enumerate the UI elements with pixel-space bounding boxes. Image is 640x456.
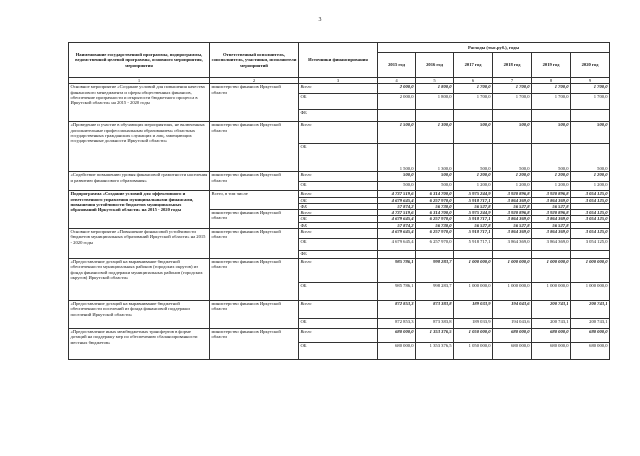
page-number: 3 (318, 17, 322, 23)
row-source: ФБ (299, 250, 378, 258)
amount-cell: 1 200,0 (571, 172, 610, 182)
amount-cell: 56 527,8 (454, 203, 493, 209)
amount-cell: 872 853,3 (378, 318, 416, 328)
amount-cell: 680 000,0 (532, 342, 571, 359)
amount-cell (378, 110, 416, 122)
amount-cell: 56 527,8 (532, 203, 571, 209)
amount-cell: 500,0 (571, 144, 610, 172)
row-executor: министерство финансов Иркутской области (210, 122, 299, 172)
amount-cell: 5 975 244,9 (454, 210, 493, 216)
amount-cell: 6 257 970,0 (416, 238, 454, 250)
amount-cell: 998 283,7 (416, 258, 454, 282)
amount-cell: 3 054 125,0 (571, 238, 610, 250)
row-source: Всего (299, 300, 378, 318)
amount-cell: 1 200,0 (493, 182, 532, 191)
row-name: «Предоставление дотаций на выравнивание бюджетной обеспеченности муниципальных районов (городских округов) из фонда финансовой поддержки муниципальных районов (городских округов) Иркутской области» (69, 258, 210, 300)
row-executor: министерство финансов Иркутской области (210, 84, 299, 122)
amount-cell: 500,0 (493, 144, 532, 172)
table-row (69, 172, 610, 182)
amount-cell: 873 383,8 (416, 300, 454, 318)
amount-cell: 1 800,0 (416, 94, 454, 110)
table-row (69, 258, 610, 282)
table-row (69, 122, 610, 144)
header-year: 2016 год (416, 53, 454, 78)
amount-cell: 1 700,0 (571, 84, 610, 94)
row-executor: министерство финансов Иркутской области (210, 228, 299, 258)
amount-cell: 5 918 717,1 (454, 228, 493, 238)
amount-cell: 6 257 970,0 (416, 228, 454, 238)
amount-cell: 3 864 369,0 (493, 216, 532, 222)
row-source: ОБ (299, 238, 378, 250)
amount-cell: 872 853,3 (378, 300, 416, 318)
amount-cell (378, 250, 416, 258)
amount-cell (532, 110, 571, 122)
header-executor: Ответственный исполнитель, соисполнитель, участники, исполнители мероприятий (210, 43, 299, 78)
amount-cell: 500,0 (532, 144, 571, 172)
amount-cell: 3 054 125,0 (571, 191, 610, 197)
amount-cell (416, 110, 454, 122)
amount-cell (416, 250, 454, 258)
amount-cell (454, 250, 493, 258)
amount-cell: 200 743,1 (571, 318, 610, 328)
amount-cell: 6 314 700,0 (416, 210, 454, 216)
row-source: Всего (299, 122, 378, 144)
amount-cell: 194 043,6 (493, 300, 532, 318)
table-row (69, 300, 610, 318)
row-source: ФБ (299, 110, 378, 122)
amount-cell: 500,0 (416, 172, 454, 182)
amount-cell: 1 200,0 (454, 172, 493, 182)
row-executor: министерство финансов Иркутской области (210, 258, 299, 300)
amount-cell: 680 000,0 (378, 328, 416, 342)
amount-cell: 3 054 125,0 (571, 197, 610, 203)
row-name: Основное мероприятие «Создание условий для повышения качества финансового менеджмента и сферы общественных финансов, обеспечение прозрачности и открытости бюджетного процесса в Иркутской области» на 2015 - 2020 годы (69, 84, 210, 122)
amount-cell: 1 700,0 (493, 84, 532, 94)
amount-cell: 500,0 (378, 182, 416, 191)
amount-cell: 4 679 645,4 (378, 228, 416, 238)
row-name: «Проведение и участие в обучающих мероприятиях, не включенных дополнительные профессиональным образованием» областных государственных гражданских служащих и лиц, замещающих государственные должности Иркутской области» (69, 122, 210, 172)
amount-cell: 3 920 896,8 (493, 191, 532, 197)
row-executor: министерство финансов Иркутской области (210, 300, 299, 328)
amount-cell: 1 000 000,0 (571, 282, 610, 300)
row-source: ОБ (299, 342, 378, 359)
amount-cell (571, 250, 610, 258)
table-row (69, 328, 610, 342)
amount-cell: 1 000 000,0 (493, 258, 532, 282)
table-row (69, 228, 610, 238)
amount-cell: 3 054 125,0 (571, 210, 610, 216)
amount-cell: 6 257 970,0 (416, 197, 454, 203)
column-number: 6 (454, 78, 493, 84)
amount-cell: 1 000 000,0 (454, 258, 493, 282)
column-number: 3 (299, 78, 378, 84)
amount-cell: 5 918 717,1 (454, 216, 493, 222)
amount-cell: 200 743,1 (532, 300, 571, 318)
row-executor: Всего, в том числе (210, 191, 299, 210)
amount-cell: 998 283,7 (416, 282, 454, 300)
amount-cell: 1 500,0 (378, 144, 416, 172)
amount-cell: 3 864 369,0 (532, 228, 571, 238)
row-source: ОБ (299, 318, 378, 328)
amount-cell: 2 000,0 (378, 84, 416, 94)
amount-cell: 680 000,0 (571, 342, 610, 359)
amount-cell: 1 700,0 (571, 94, 610, 110)
amount-cell: 3 054 125,0 (571, 228, 610, 238)
amount-cell (454, 110, 493, 122)
amount-cell: 1 000 000,0 (493, 282, 532, 300)
amount-cell: 985 786,1 (378, 258, 416, 282)
column-number: 2 (210, 78, 299, 84)
amount-cell: 1 050 000,0 (454, 328, 493, 342)
amount-cell (532, 250, 571, 258)
header-year: 2020 год (571, 53, 610, 78)
amount-cell: 5 975 244,9 (454, 191, 493, 197)
amount-cell: 3 920 896,8 (493, 210, 532, 216)
header-program: Наименование государственной программы, подпрограммы, ведомственной целевой программы, основного мероприятия, мероприятия (69, 43, 210, 78)
header-expenses: Расходы (тыс.руб.), годы (378, 43, 610, 53)
amount-cell (571, 110, 610, 122)
amount-cell: 680 000,0 (493, 328, 532, 342)
amount-cell: 1 300,0 (416, 122, 454, 144)
row-source: Всего (299, 84, 378, 94)
amount-cell: 1 200,0 (493, 172, 532, 182)
amount-cell: 680 000,0 (378, 342, 416, 359)
header-source: Источники финансирования (299, 43, 378, 78)
amount-cell: 1 000 000,0 (454, 282, 493, 300)
amount-cell: 57 874,2 (378, 203, 416, 209)
amount-cell: 57 874,2 (378, 222, 416, 228)
row-source: Всего (299, 191, 378, 197)
amount-cell: 1 000 000,0 (532, 282, 571, 300)
amount-cell: 194 043,6 (493, 318, 532, 328)
amount-cell: 4 737 519,6 (378, 191, 416, 197)
amount-cell: 3 864 369,0 (493, 197, 532, 203)
amount-cell: 4 679 645,4 (378, 238, 416, 250)
header-year: 2018 год (493, 53, 532, 78)
amount-cell: 1 700,0 (454, 84, 493, 94)
program-period: на 2015 - 2020 годы (141, 207, 182, 213)
financing-table (68, 42, 610, 360)
row-source: ОБ (299, 94, 378, 110)
amount-cell: 1 050 000,0 (454, 342, 493, 359)
amount-cell: 3 920 896,8 (532, 191, 571, 197)
amount-cell: 680 000,0 (532, 328, 571, 342)
amount-cell: 1 000 000,0 (532, 258, 571, 282)
amount-cell: 1 353 376,5 (416, 342, 454, 359)
row-executor: министерство финансов Иркутской области (210, 210, 299, 229)
row-source: ОБ (299, 144, 378, 172)
column-number: 7 (493, 78, 532, 84)
amount-cell: 3 864 369,0 (532, 216, 571, 222)
row-source: ОБ (299, 282, 378, 300)
amount-cell: 1 200,0 (571, 182, 610, 191)
amount-cell: 500,0 (454, 144, 493, 172)
amount-cell: 3 920 896,8 (532, 210, 571, 216)
amount-cell: 189 033,9 (454, 318, 493, 328)
amount-cell: 500,0 (454, 122, 493, 144)
column-number: 4 (378, 78, 416, 84)
row-source: Всего (299, 172, 378, 182)
amount-cell: 3 054 125,0 (571, 216, 610, 222)
amount-cell: 56 527,8 (493, 222, 532, 228)
amount-cell: 3 864 369,0 (532, 238, 571, 250)
column-number: 9 (571, 78, 610, 84)
row-source: ОБ (299, 182, 378, 191)
program-name (69, 191, 210, 229)
amount-cell: 56 730,0 (416, 203, 454, 209)
row-name: «Содействие повышению уровня финансовой грамотности населения и развитию финансового образования» (69, 172, 210, 191)
amount-cell: 3 864 369,0 (532, 197, 571, 203)
row-source: Всего (299, 258, 378, 282)
row-name: Основное мероприятие «Повышение финансовой устойчивости бюджетов муниципальных образований Иркутской области» на 2015 - 2020 годы (69, 228, 210, 258)
amount-cell: 1 200,0 (532, 182, 571, 191)
amount-cell: 2 000,0 (378, 94, 416, 110)
amount-cell: 680 000,0 (493, 342, 532, 359)
row-source: Всего (299, 228, 378, 238)
header-year: 2019 год (532, 53, 571, 78)
amount-cell: 189 033,9 (454, 300, 493, 318)
column-number: 5 (416, 78, 454, 84)
amount-cell: 1 700,0 (532, 84, 571, 94)
column-number: 1 (69, 78, 210, 84)
amount-cell: 4 679 645,4 (378, 197, 416, 203)
amount-cell (493, 110, 532, 122)
row-source: ОБ (299, 197, 378, 203)
row-name: «Предоставление дотаций на выравнивание бюджетной обеспеченности поселений из фонда финансовой поддержки поселений Иркутской области» (69, 300, 210, 328)
amount-cell: 200 743,1 (532, 318, 571, 328)
row-executor: министерство финансов Иркутской области (210, 328, 299, 359)
amount-cell: 3 864 369,0 (493, 238, 532, 250)
row-source: ФБ (299, 203, 378, 209)
amount-cell: 1 700,0 (532, 94, 571, 110)
amount-cell: 1 700,0 (493, 94, 532, 110)
row-source: Всего (299, 328, 378, 342)
amount-cell: 985 786,1 (378, 282, 416, 300)
amount-cell: 56 527,8 (532, 222, 571, 228)
amount-cell: 1 200,0 (532, 172, 571, 182)
amount-cell: 500,0 (378, 172, 416, 182)
amount-cell: 873 383,8 (416, 318, 454, 328)
amount-cell: 1 500,0 (378, 122, 416, 144)
table-row (69, 84, 610, 94)
amount-cell: 500,0 (416, 182, 454, 191)
amount-cell: 500,0 (571, 122, 610, 144)
amount-cell: 1 353 376,5 (416, 328, 454, 342)
amount-cell: 1 800,0 (416, 84, 454, 94)
row-source: ОБ (299, 216, 378, 222)
amount-cell: 500,0 (532, 122, 571, 144)
row-source: Всего (299, 210, 378, 216)
amount-cell: 200 743,1 (571, 300, 610, 318)
amount-cell: 56 527,8 (454, 222, 493, 228)
amount-cell: 680 000,0 (571, 328, 610, 342)
program-title: Подпрограмма «Создание условий для эффективного и ответственного управления муниципальными финансами, повышения устойчивости бюджетов муниципальных образований Иркутской области» (70, 191, 194, 213)
amount-cell: 1 200,0 (454, 182, 493, 191)
amount-cell (493, 250, 532, 258)
amount-cell: 6 257 970,0 (416, 216, 454, 222)
amount-cell: 500,0 (493, 122, 532, 144)
amount-cell: 56 527,8 (493, 203, 532, 209)
amount-cell: 5 918 717,1 (454, 197, 493, 203)
amount-cell: 1 300,0 (416, 144, 454, 172)
amount-cell: 1 000 000,0 (571, 258, 610, 282)
row-executor: министерство финансов Иркутской области (210, 172, 299, 191)
amount-cell: 5 918 717,1 (454, 238, 493, 250)
amount-cell: 1 700,0 (454, 94, 493, 110)
amount-cell: 4 679 645,4 (378, 216, 416, 222)
amount-cell: 4 737 519,6 (378, 210, 416, 216)
column-number: 8 (532, 78, 571, 84)
row-name: «Предоставление иных межбюджетных трансфертов в форме дотаций на поддержку мер по обеспечению сбалансированности местных бюджетов» (69, 328, 210, 359)
row-source: ФБ (299, 222, 378, 228)
amount-cell: 6 314 700,0 (416, 191, 454, 197)
header-year: 2017 год (454, 53, 493, 78)
header-year: 2015 год (378, 53, 416, 78)
amount-cell: 3 864 369,0 (493, 228, 532, 238)
amount-cell: 56 730,0 (416, 222, 454, 228)
